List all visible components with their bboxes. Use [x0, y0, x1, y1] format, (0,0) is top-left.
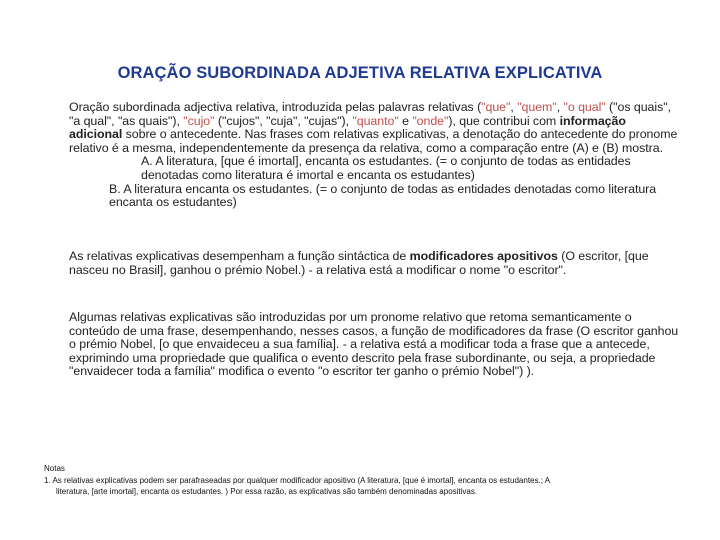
notes-section: [44, 463, 684, 498]
cujos-forms: ("cujos", "cuja", "cujas"),: [214, 113, 353, 128]
definition-rest: sobre o antecedente. Nas frases com relativas explicativas, a denotação do antecedente do pronome relativo é a mesma, independentemente da presença da relativa, como a comparação entre (A) e (B) mostra.: [69, 127, 678, 155]
function-example: (O escritor, [que nasceu no Brasil], ganhou o prémio Nobel.) - a relativa está a modificar o nome "o escritor".: [69, 249, 649, 277]
function-text: As relativas explicativas desempenham a função sintáctica de: [69, 249, 410, 263]
relative-quem: "quem": [517, 100, 557, 114]
relative-que: "que": [481, 100, 511, 114]
slide-title: ORAÇÃO SUBORDINADA ADJETIVA RELATIVA EXPLICATIVA: [117, 64, 603, 82]
definition-text: [69, 101, 681, 155]
relative-quanto: "quanto": [352, 113, 399, 128]
notes-heading: Notas: [44, 464, 65, 473]
function-paragraph: [69, 250, 681, 277]
bold-informacao-adicional: informação adicional: [69, 113, 626, 142]
relative-o-qual: "o qual": [563, 100, 606, 114]
note-line-2: literatura, [arte imortal], encanta os estudantes. ) Por essa razão, as explicativas são também denominadas apositivas.: [56, 487, 478, 496]
quais-forms: ("os quais", "a qual", "as quais"),: [69, 100, 671, 128]
example-a: A. A literatura, [que é imortal], encanta os estudantes. (= o conjunto de todas as entidades denotadas como literatura é imortal e encanta os estudantes): [141, 154, 631, 182]
relative-onde: "onde": [412, 113, 449, 128]
definition-paragraph: [69, 101, 681, 210]
conjunction: e: [398, 113, 413, 128]
note-line-1: 1. As relativas explicativas podem ser parafraseadas por qualquer modificador apositivo (A literatura, [que é imortal], encanta os estudantes.; A: [44, 475, 551, 485]
definition-continuation: ), que contribui com: [448, 113, 560, 128]
sentence-modifier-paragraph: Algumas relativas explicativas são introduzidas por um pronome relativo que retoma semanticamente o conteúdo de uma frase, desempenhando, nesses casos, a função de modificadores da frase (O escritor ganhou o prémio Nobel, [o que envaideceu a sua família]. - a relativa está a modificar toda a frase que a antecede, exprimindo uma propriedade que qualifica o evento descrito pela frase subordinante, ou seja, a propriedade "envaidecer toda a família" modifica o evento "o escritor ter ganho o prémio Nobel") ).: [69, 310, 679, 379]
separator: ,: [510, 100, 518, 114]
bold-modificadores-apositivos: modificadores apositivos: [409, 249, 558, 263]
separator: ,: [556, 100, 564, 114]
relative-cujo: "cujo": [183, 113, 215, 128]
example-b: B. A literatura encanta os estudantes. (= o conjunto de todas as entidades denotadas como literatura encanta os estudantes): [109, 181, 657, 210]
intro-text: Oração subordinada adjectiva relativa, introduzida pelas palavras relativas (: [69, 100, 482, 114]
